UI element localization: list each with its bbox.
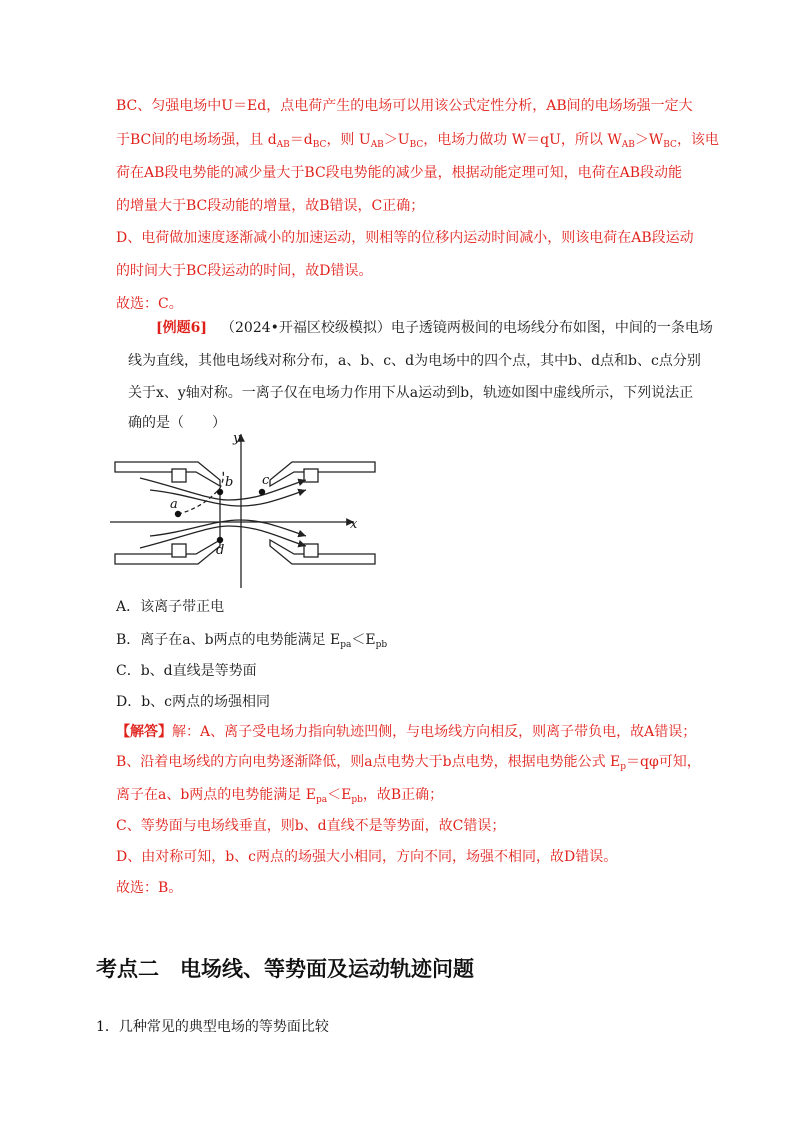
point-c (259, 489, 265, 495)
analysis-line-3: 荷在AB段电势能的减少量大于BC段电势能的减少量，根据动能定理可知，电荷在AB段动能 (116, 165, 683, 181)
label-y: y (233, 431, 241, 446)
section-title: 考点二 电场线、等势面及运动轨迹问题 (96, 957, 474, 981)
analysis-line-4: 的增量大于BC段动能的增量，故B错误，C正确； (116, 198, 425, 214)
option-a: A．该离子带正电 (116, 599, 225, 615)
analysis-line-1: BC、匀强电场中U＝Ed，点电荷产生的电场可以用该公式定性分析，AB间的电场场强一定大 (116, 98, 693, 114)
electrode-top-left-slot (172, 469, 186, 482)
option-b: B．离子在a、b两点的电势能满足 $E_{pa}<E_{pb}$ (116, 632, 388, 650)
analysis-line-7: 故选：C。 (116, 296, 183, 312)
electrode-bottom-right (270, 540, 375, 564)
example-line-2: 线为直线，其他电场线对称分布，a、b、c、d为电场中的四个点，其中b、d点和b、c点分别 (128, 353, 701, 369)
answer-line-1: 【解答】解：A、离子受电场力指向轨迹凹侧，与电场线方向相反，则离子带负电，故A错误； (116, 724, 697, 740)
electrode-bottom-left (115, 540, 220, 564)
answer-line-5: D、由对称可知，b、c两点的场强大小相同，方向不同，场强不相同，故D错误。 (116, 849, 618, 865)
analysis-line-2: 于BC间的电场场强，且 $d_{AB}=d_{BC}$，则 $U_{AB}>U_{BC}$，电场力做功 W＝qU，所以 $W_{AB}>W_{BC}$，该电 (116, 132, 719, 150)
electrode-bottom-left-slot (172, 544, 186, 557)
label-b: b (225, 475, 234, 490)
section-item-1: 1．几种常见的典型电场的等势面比较 (96, 1019, 329, 1035)
option-c: C．b、d直线是等势面 (116, 663, 257, 679)
label-a: a (170, 497, 178, 512)
example-tag: [例题6] (156, 320, 207, 336)
electrode-bottom-right-slot (304, 544, 318, 557)
label-x: x (350, 517, 358, 532)
answer-line-3: 离子在a、b两点的电势能满足 $E_{pa}<E_{pb}$，故B正确； (116, 787, 444, 805)
electrode-top-left (115, 462, 220, 486)
electron-lens-figure (110, 428, 380, 588)
example-line-3: 关于x、y轴对称。一离子仅在电场力作用下从a运动到b，轨迹如图中虚线所示，下列说法正 (128, 385, 694, 401)
answer-tag: 【解答】 (116, 724, 172, 740)
electrode-top-right-slot (304, 469, 318, 482)
option-d: D．b、c两点的场强相同 (116, 694, 271, 710)
label-d: d (216, 543, 225, 558)
point-b (217, 489, 223, 495)
electrode-top-right (270, 462, 375, 486)
analysis-line-5: D、电荷做加速度逐渐减小的加速运动，则相等的位移内运动时间减小，则该电荷在AB段运动 (116, 230, 694, 246)
example-line-1: [例题6] （2024•开福区校级模拟）电子透镜两极间的电场线分布如图，中间的一条电场 (156, 320, 713, 336)
answer-line-6: 故选：B。 (116, 880, 183, 896)
analysis-line-6: 的时间大于BC段运动的时间，故D错误。 (116, 263, 373, 279)
label-c: c (262, 473, 270, 488)
answer-line-4: C、等势面与电场线垂直，则b、d直线不是等势面，故C错误； (116, 818, 506, 834)
answer-line-2: B、沿着电场线的方向电势逐渐降低，则a点电势大于b点电势，根据电势能公式 $E_p=q\varphi$可知， (116, 754, 701, 772)
example-line-4: 确的是（ ） (128, 415, 226, 431)
